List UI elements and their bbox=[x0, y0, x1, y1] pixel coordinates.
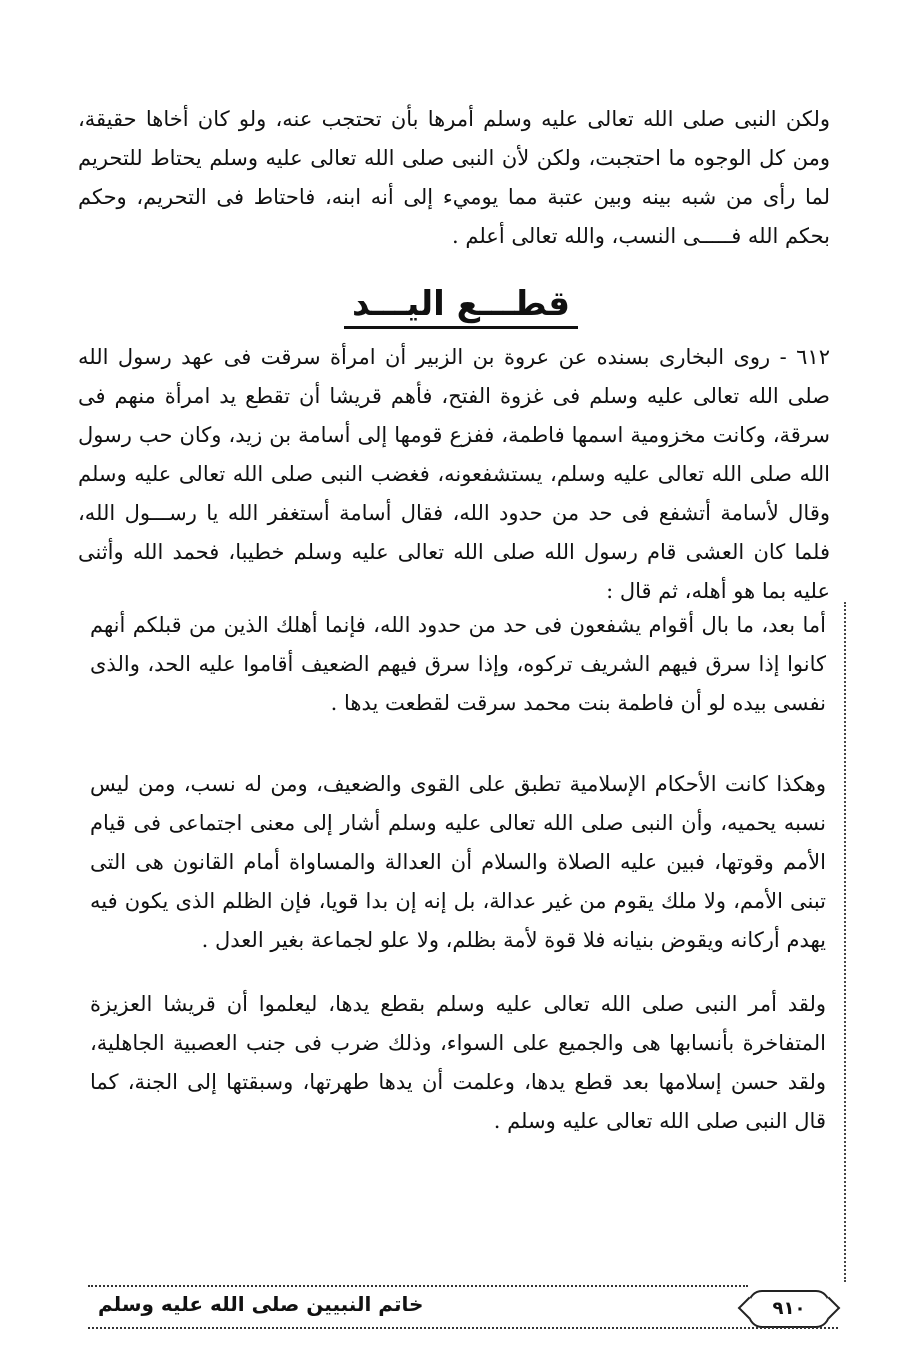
intro-paragraph: ولكن النبى صلى الله تعالى عليه وسلم أمرها بأن تحتجب عنه، ولو كان أخاها حقيقة، ومن كل الوجوه ما احتجبت، ولكن لأن النبى صلى الله تعالى عليه وسلم يحتاط للتحريم لما رأى من شبه بينه وبين عتبة مما يوميء إلى أنه ابنه، فاحتاط فى التحريم، وحكم بحكم الله فـــــى النسب، والله تعالى أعلم . bbox=[78, 107, 830, 248]
footer-divider-bottom bbox=[88, 1327, 838, 1329]
page-number: ٩١٠ bbox=[748, 1290, 830, 1328]
hadith-paragraph: ٦١٢ - روى البخارى بسنده عن عروة بن الزبير أن امرأة سرقت فى عهد رسول الله صلى الله تعالى عليه وسلم فى غزوة الفتح، فأهم قريشا أن تقطع يد امرأة منهم فى سرقة، وكانت مخزومية اسمها فاطمة، ففزع قومها إلى أسامة بن زيد، وكان حب رسول الله صلى الله تعالى عليه وسلم، يستشفعونه، فغضب النبى صلى الله تعالى عليه وسلم وقال لأسامة أتشفع فى حد من حدود الله، فقال أسامة أستغفر الله يا رســـول الله، فلما كان العشى قام رسول الله صلى الله تعالى عليه وسلم خطيبا، فحمد الله وأثنى عليه بما هو أهله، ثم قال : bbox=[78, 345, 830, 603]
footer-book-title: خاتم النبيين صلى الله عليه وسلم bbox=[98, 1292, 424, 1316]
section-heading bbox=[0, 284, 922, 329]
quote-paragraph: أما بعد، ما بال أقوام يشفعون فى حد من حدود الله، فإنما أهلك الذين من قبلكم أنهم كانوا إذا سرق فيهم الشريف تركوه، وإذا سرق فيهم الضعيف أقاموا عليه الحد، والذى نفسى بيده لو أن فاطمة بنت محمد سرقت لقطعت يدها . bbox=[90, 613, 826, 715]
commentary-paragraph-1: وهكذا كانت الأحكام الإسلامية تطبق على القوى والضعيف، ومن له نسب، ومن ليس نسبه يحميه، وأن النبى صلى الله تعالى عليه وسلم أشار إلى معنى اجتماعى فى قيام الأمم وقوتها، فبين عليه الصلاة والسلام أن العدالة والمساواة أمام القانون هى التى تبنى الأمم، ولا ملك يقوم من غير عدالة، بل إنه إن بدا قويا، فإن الظلم الذى يكون فيه يهدم أركانه ويقوض بنيانه فلا قوة لأمة بظلم، ولا علو لجماعة بغير العدل . bbox=[90, 772, 826, 952]
commentary-paragraph-2: ولقد أمر النبى صلى الله تعالى عليه وسلم بقطع يدها، ليعلموا أن قريشا العزيزة المتفاخرة بأنسابها هى والجميع على السواء، وذلك ضرب فى جنب العصبية الجاهلية، ولقد حسن إسلامها بعد قطع يدها، وعلمت أن يدها طهرتها، وسبقتها إلى الجنة، كما قال النبى صلى الله تعالى عليه وسلم . bbox=[90, 992, 826, 1133]
section-heading-text: قطـــع اليـــد bbox=[344, 284, 578, 329]
footer-divider-top bbox=[88, 1285, 748, 1287]
